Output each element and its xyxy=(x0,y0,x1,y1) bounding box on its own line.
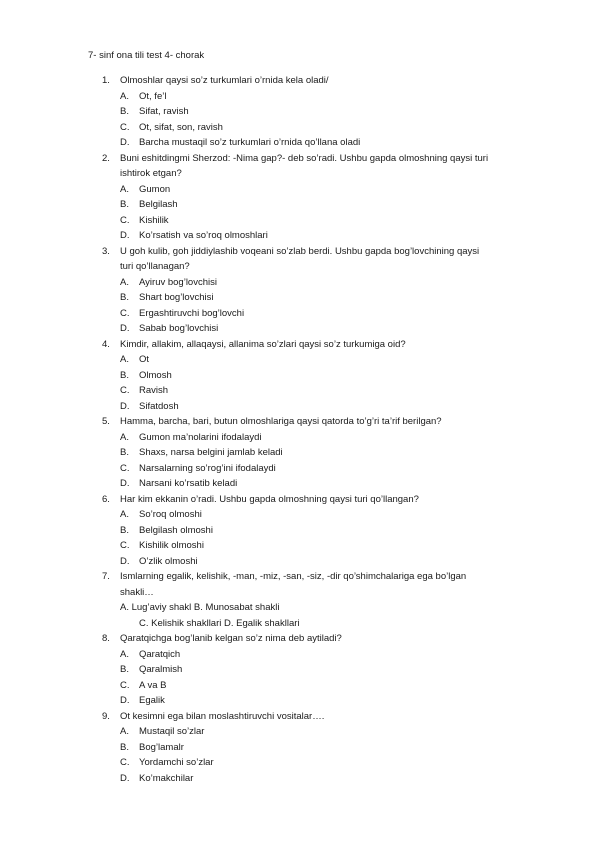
answer-option xyxy=(0,399,596,415)
option-letter: C. xyxy=(120,757,130,768)
option-text: Mustaqil so’zlar xyxy=(139,726,205,737)
question-8 xyxy=(0,631,596,709)
option-text: Qaralmish xyxy=(139,664,183,675)
question-9 xyxy=(0,709,596,787)
answer-option xyxy=(0,724,596,740)
question-text: U goh kulib, goh jiddiylashib voqeani so’zlab berdi. Ushbu gapda bog’lovchining qaysi turi qo’llanagan? xyxy=(120,245,480,272)
answer-option xyxy=(0,197,596,213)
option-text: So’roq olmoshi xyxy=(139,509,202,520)
answer-option xyxy=(0,678,596,694)
option-text: O’zlik olmoshi xyxy=(139,555,198,567)
option-letter: B. xyxy=(120,292,129,303)
option-text: Ayiruv bog’lovchisi xyxy=(139,276,217,288)
question-number: 3. xyxy=(102,245,110,257)
option-text: Narsani ko’rsatib keladi xyxy=(139,478,238,489)
option-letter: D. xyxy=(120,555,130,567)
option-letter: D. xyxy=(120,400,130,412)
answer-option xyxy=(0,507,596,523)
answer-option xyxy=(0,476,596,492)
question-number: 5. xyxy=(102,416,110,427)
answer-option xyxy=(0,89,596,105)
option-text: Kishilik xyxy=(139,214,169,226)
answer-option xyxy=(0,461,596,477)
option-text: Sabab bog’lovchisi xyxy=(139,323,219,334)
question-text: Kimdir, allakim, allaqaysi, allanima so’zlari qaysi so’z turkumiga oid? xyxy=(120,338,406,350)
question-text: Har kim ekkanin o’radi. Ushbu gapda olmoshning qaysi turi qo’llangan? xyxy=(120,493,419,505)
option-text: Ko’rsatish va so’roq olmoshlari xyxy=(139,230,268,241)
option-text: Ko’makchilar xyxy=(139,772,194,784)
option-letter: C. xyxy=(120,679,130,691)
option-letter: A. xyxy=(120,354,129,365)
answer-option xyxy=(0,554,596,570)
answer-option xyxy=(0,290,596,306)
option-text: Qaratqich xyxy=(139,648,181,660)
option-letter: C. xyxy=(120,307,130,319)
question-number: 7. xyxy=(102,571,110,582)
question-1 xyxy=(0,73,596,151)
answer-option xyxy=(0,182,596,198)
answer-option xyxy=(0,383,596,399)
option-letter: B. xyxy=(120,369,129,381)
option-text: Ergashtiruvchi bog’lovchi xyxy=(139,307,245,319)
option-text: Sifatdosh xyxy=(139,400,179,412)
option-text: Yordamchi so’zlar xyxy=(139,757,214,768)
document-title: 7- sinf ona tili test 4- chorak xyxy=(88,50,205,61)
option-letter: D. xyxy=(120,137,130,148)
answer-options-row: A. Lug’aviy shakl B. Munosabat shakli xyxy=(120,602,280,613)
option-letter: B. xyxy=(120,741,129,753)
question-list xyxy=(0,73,596,786)
option-text: Gumon ma’nolarini ifodalaydi xyxy=(139,431,262,443)
option-text: Olmosh xyxy=(139,369,172,381)
answer-option xyxy=(0,647,596,663)
option-letter: A. xyxy=(120,276,129,288)
question-number: 1. xyxy=(102,75,110,86)
answer-options-row: C. Kelishik shakllari D. Egalik shakllari xyxy=(139,617,300,629)
option-text: Egalik xyxy=(139,695,165,706)
answer-option xyxy=(0,120,596,136)
option-letter: D. xyxy=(120,772,130,784)
option-letter: D. xyxy=(120,323,130,334)
question-3 xyxy=(0,244,596,337)
option-text: Gumon xyxy=(139,183,171,195)
option-text: Sifat, ravish xyxy=(139,106,189,117)
question-text: Buni eshitdingmi Sherzod: -Nima gap?- deb so’radi. Ushbu gapda olmoshning qaysi turi ishtirok etgan? xyxy=(120,152,489,179)
option-text: Ot, sifat, son, ravish xyxy=(139,121,223,133)
option-text: Bog’lamalr xyxy=(139,741,184,753)
answer-option xyxy=(0,368,596,384)
question-text: Qaratqichga bog’lanib kelgan so’z nima deb aytiladi? xyxy=(120,633,342,644)
option-text: Shart bog’lovchisi xyxy=(139,292,214,303)
option-letter: A. xyxy=(120,726,129,737)
question-text: Ot kesimni ega bilan moslashtiruvchi vositalar…. xyxy=(120,710,325,722)
answer-option xyxy=(0,538,596,554)
answer-option xyxy=(0,321,596,337)
answer-option xyxy=(0,135,596,151)
option-letter: B. xyxy=(120,447,129,458)
option-text: Ravish xyxy=(139,385,169,396)
answer-option xyxy=(0,740,596,756)
question-6 xyxy=(0,492,596,570)
option-letter: B. xyxy=(120,524,129,536)
answer-option xyxy=(0,662,596,678)
option-text: Ot, fe’l xyxy=(139,90,167,102)
question-number: 8. xyxy=(102,633,110,644)
question-text: Olmoshlar qaysi so’z turkumlari o’rnida kela oladi/ xyxy=(120,75,329,86)
option-letter: C. xyxy=(120,385,130,396)
option-letter: A. xyxy=(120,90,129,102)
answer-option xyxy=(0,693,596,709)
option-text: Narsalarning so’rog’ini ifodalaydi xyxy=(139,462,276,474)
question-4 xyxy=(0,337,596,415)
question-2 xyxy=(0,151,596,244)
answer-option xyxy=(0,771,596,787)
answer-option xyxy=(0,213,596,229)
answer-option xyxy=(0,228,596,244)
question-text: Ismlarning egalik, kelishik, -man, -miz, -san, -siz, -dir qo’shimchalariga ega bo’lgan shakli… xyxy=(120,571,467,598)
option-letter: C. xyxy=(120,121,130,133)
answer-option xyxy=(0,352,596,368)
answer-option xyxy=(0,523,596,539)
question-number: 9. xyxy=(102,710,110,722)
answer-option xyxy=(0,275,596,291)
option-letter: B. xyxy=(120,664,129,675)
option-letter: A. xyxy=(120,183,129,195)
option-text: Kishilik olmoshi xyxy=(139,540,204,551)
question-7 xyxy=(0,569,596,631)
answer-option xyxy=(0,306,596,322)
option-text: Shaxs, narsa belgini jamlab keladi xyxy=(139,447,283,458)
answer-option xyxy=(0,445,596,461)
option-letter: C. xyxy=(120,540,130,551)
option-letter: A. xyxy=(120,648,129,660)
question-5 xyxy=(0,414,596,492)
option-text: Belgilash olmoshi xyxy=(139,524,213,536)
option-letter: B. xyxy=(120,106,129,117)
option-letter: A. xyxy=(120,509,129,520)
option-letter: D. xyxy=(120,230,130,241)
option-text: Belgilash xyxy=(139,199,178,210)
option-letter: C. xyxy=(120,214,130,226)
question-number: 6. xyxy=(102,493,110,505)
option-letter: A. xyxy=(120,431,129,443)
answer-option xyxy=(0,430,596,446)
option-text: Ot xyxy=(139,354,150,365)
question-number: 4. xyxy=(102,338,110,350)
option-letter: C. xyxy=(120,462,130,474)
option-text: Barcha mustaqil so’z turkumlari o’rnida qo’llana oladi xyxy=(139,137,361,148)
option-letter: B. xyxy=(120,199,129,210)
option-letter: D. xyxy=(120,478,130,489)
answer-option xyxy=(0,104,596,120)
answer-option xyxy=(0,755,596,771)
question-number: 2. xyxy=(102,152,110,164)
question-text: Hamma, barcha, bari, butun olmoshlariga qaysi qatorda to’g’ri ta’rif berilgan? xyxy=(120,416,442,427)
option-text: A va B xyxy=(139,679,167,691)
option-letter: D. xyxy=(120,695,130,706)
